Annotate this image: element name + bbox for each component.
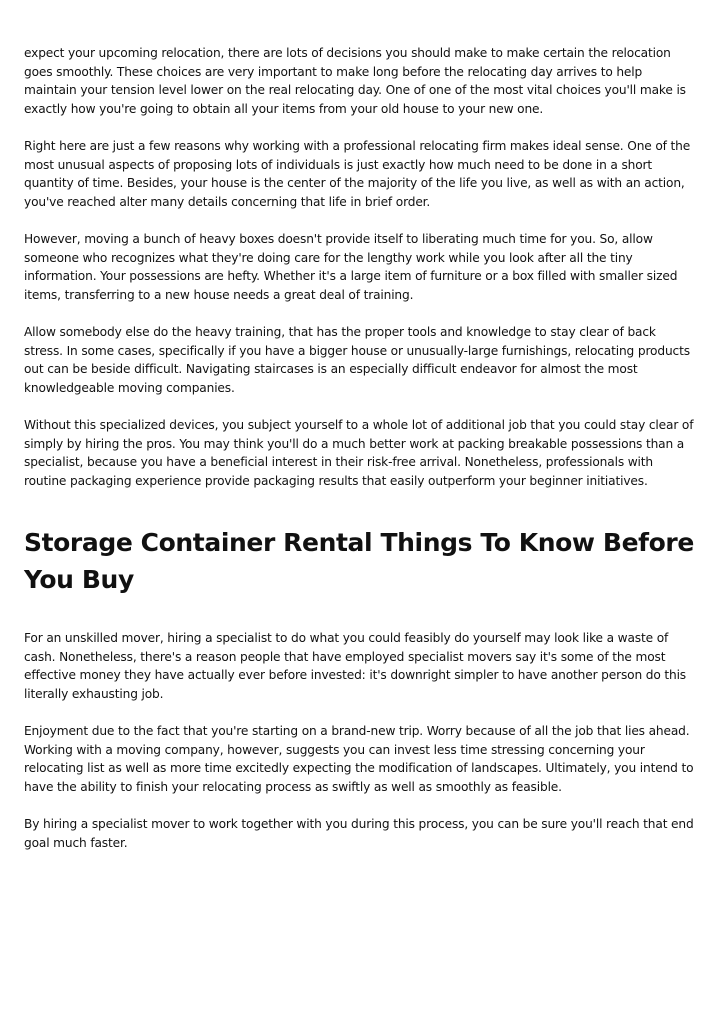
section-heading: Storage Container Rental Things To Know Before You Buy <box>24 528 694 594</box>
document-body <box>24 44 696 871</box>
paragraph: Without this specialized devices, you subject yourself to a whole lot of additional job that you could stay clear of simply by hiring the pros. You may think you'll do a much better work at packing breakable possessions than a specialist, because you have a beneficial interest in their risk-free arrival. Nonetheless, professionals with routine packaging experience provide packaging results that easily outperform your beginner initiatives. <box>24 418 694 488</box>
paragraph: By hiring a specialist mover to work together with you during this process, you can be sure you'll reach that end goal much faster. <box>24 817 694 850</box>
paragraph: Enjoyment due to the fact that you're starting on a brand-new trip. Worry because of all the job that lies ahead. Working with a moving company, however, suggests you can invest less time stressing concerning your relocating list as well as more time excitedly expecting the modification of landscapes. Ultimately, you intend to have the ability to finish your relocating process as swiftly as well as smoothly as feasible. <box>24 724 694 794</box>
paragraph: expect your upcoming relocation, there are lots of decisions you should make to make certain the relocation goes smoothly. These choices are very important to make long before the relocating day arrives to help maintain your tension level lower on the real relocating day. One of one of the most vital choices you'll make is exactly how you're going to obtain all your items from your old house to your new one. <box>24 46 686 116</box>
paragraph: Allow somebody else do the heavy training, that has the proper tools and knowledge to stay clear of back stress. In some cases, specifically if you have a bigger house or unusually-large furnishings, relocating products out can be beside difficult. Navigating staircases is an especially difficult endeavor for almost the most knowledgeable moving companies. <box>24 325 690 395</box>
paragraph: However, moving a bunch of heavy boxes doesn't provide itself to liberating much time for you. So, allow someone who recognizes what they're doing care for the lengthy work while you look after all the tiny information. Your possessions are hefty. Whether it's a large item of furniture or a box filled with smaller sized items, transferring to a new house needs a great deal of training. <box>24 232 678 302</box>
paragraph: Right here are just a few reasons why working with a professional relocating firm makes ideal sense. One of the most unusual aspects of proposing lots of individuals is just exactly how much need to be done in a short quantity of time. Besides, your house is the center of the majority of the life you live, as well as with an action, you've reached alter many details concerning that life in brief order. <box>24 139 691 209</box>
paragraph: For an unskilled mover, hiring a specialist to do what you could feasibly do yourself may look like a waste of cash. Nonetheless, there's a reason people that have employed specialist movers say it's some of the most effective money they have actually ever before invested: it's downright simpler to have another person do this literally exhausting job. <box>24 631 687 701</box>
